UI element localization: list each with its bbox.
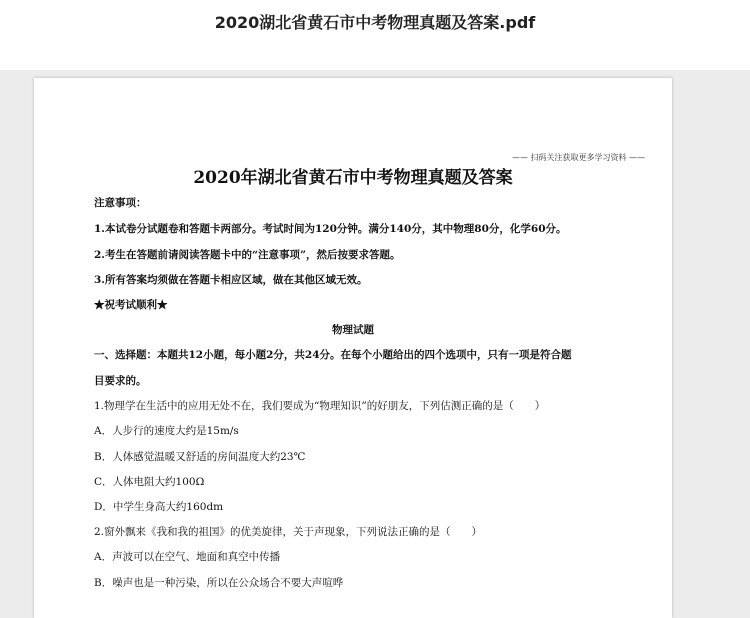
question-stem: 2.窗外飘来《我和我的祖国》的优美旋律，关于声现象，下列说法正确的是（ ）: [94, 526, 483, 538]
notice-item: 1.本试卷分试题卷和答题卡两部分。考试时间为120分钟。满分140分，其中物理80分，化学60分。: [94, 223, 567, 235]
notice-item: 2.考生在答题前请阅读答题卡中的“注意事项”，然后按要求答题。: [94, 249, 401, 261]
notice-item: 3.所有答案均须做在答题卡相应区域，做在其他区域无效。: [94, 274, 368, 286]
section-title: 物理试题: [332, 324, 374, 336]
good-luck-line: ★祝考试顺利★: [94, 299, 168, 311]
viewer-toolbar: [0, 0, 750, 70]
notice-heading: 注意事项：: [94, 197, 147, 209]
question-option: D．中学生身高大约160dm: [94, 501, 224, 513]
section-instructions: 一、选择题：本题共12小题，每小题2分，共24分。在每个小题给出的四个选项中，只有一项是符合题: [94, 349, 572, 361]
question-option: B．噪声也是一种污染，所以在公众场合不要大声喧哗: [94, 577, 344, 589]
file-title: 2020湖北省黄石市中考物理真题及答案.pdf: [214, 13, 536, 32]
question-stem: 1.物理学在生活中的应用无处不在，我们要成为“物理知识”的好朋友，下列估测正确的是（ ）: [94, 400, 546, 412]
question-option: B．人体感觉温暖又舒适的房间温度大约23℃: [94, 451, 306, 463]
document-page: [34, 78, 672, 618]
question-option: A．声波可以在空气、地面和真空中传播: [94, 551, 281, 563]
document-title: 2020年湖北省黄石市中考物理真题及答案: [193, 168, 513, 188]
section-instructions-cont: 目要求的。: [94, 375, 147, 387]
question-option: C．人体电阻大约100Ω: [94, 476, 205, 488]
question-option: A．人步行的速度大约是15m/s: [94, 425, 239, 437]
qr-banner: —— 扫码关注获取更多学习资料 ——: [512, 153, 646, 162]
